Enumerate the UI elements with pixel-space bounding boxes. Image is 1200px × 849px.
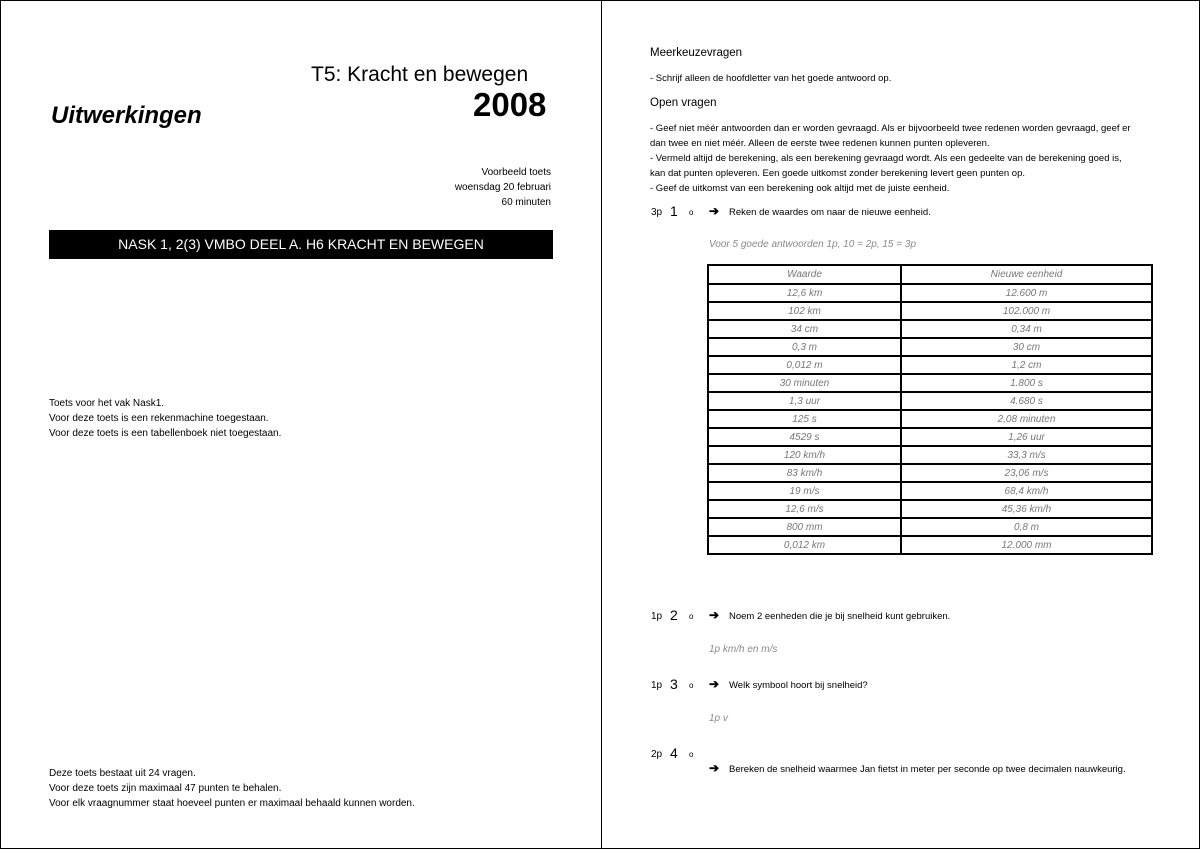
q2-arrow-icon: ➔: [709, 608, 720, 622]
conversion-table: [707, 264, 1153, 555]
table-row: [708, 374, 1152, 392]
table-cell: 0,8 m: [901, 518, 1152, 536]
q3-points: 1p: [651, 680, 663, 691]
test-title: T5: Kracht en bewegen: [311, 63, 529, 86]
table-row: [708, 446, 1152, 464]
instruction-line: kan dat punten opleveren. Een goede uitkomst zonder berekening levert geen punten op.: [650, 168, 1025, 179]
table-cell: 4529 s: [708, 428, 901, 446]
page-divider: [601, 1, 602, 848]
q2-text: Noem 2 eenheden die je bij snelheid kunt gebruiken.: [729, 611, 951, 622]
q2-number: 2: [670, 607, 678, 623]
q3-arrow-icon: ➔: [709, 677, 720, 691]
test-year: 2008: [473, 86, 547, 123]
table-cell: 1,2 cm: [901, 356, 1152, 374]
table-row: [708, 392, 1152, 410]
table-cell: 0,012 m: [708, 356, 901, 374]
table-cell: 1.800 s: [901, 374, 1152, 392]
page-heading: Uitwerkingen: [51, 102, 202, 129]
table-cell: 23,06 m/s: [901, 464, 1152, 482]
q1-points: 3p: [651, 207, 663, 218]
meta-date: woensdag 20 februari: [454, 182, 551, 193]
intro-line: Toets voor het vak Nask1.: [49, 398, 165, 409]
table-cell: 33,3 m/s: [901, 446, 1152, 464]
table-cell: 34 cm: [708, 320, 901, 338]
footer-line: Voor elk vraagnummer staat hoeveel punten er maximaal behaald kunnen worden.: [49, 798, 415, 809]
table-cell: 1,26 uur: [901, 428, 1152, 446]
q4-number: 4: [670, 745, 678, 761]
q4-text: Bereken de snelheid waarmee Jan fietst in meter per seconde op twee decimalen nauwkeurig.: [729, 764, 1126, 775]
table-cell: 45,36 km/h: [901, 500, 1152, 518]
q1-text: Reken de waardes om naar de nieuwe eenheid.: [729, 207, 931, 218]
footer-block: [49, 766, 415, 811]
footer-line: Voor deze toets zijn maximaal 47 punten te behalen.: [49, 783, 282, 794]
table-cell: 30 cm: [901, 338, 1152, 356]
intro-line: Voor deze toets is een rekenmachine toegestaan.: [49, 413, 269, 424]
q4-arrow-icon: ➔: [709, 761, 720, 775]
mc-instruction: - Schrijf alleen de hoofdletter van het goede antwoord op.: [650, 73, 892, 84]
table-cell: 12,6 km: [708, 284, 901, 302]
table-cell: 800 mm: [708, 518, 901, 536]
open-instructions: [650, 121, 1160, 196]
table-cell: 125 s: [708, 410, 901, 428]
table-cell: 0,3 m: [708, 338, 901, 356]
instruction-line: - Geef de uitkomst van een berekening ook altijd met de juiste eenheid.: [650, 183, 950, 194]
table-cell: 19 m/s: [708, 482, 901, 500]
q3-marker: o: [689, 681, 694, 690]
q1-arrow-icon: ➔: [709, 204, 720, 218]
table-row: [708, 302, 1152, 320]
table-cell: 4.680 s: [901, 392, 1152, 410]
footer-line: Deze toets bestaat uit 24 vragen.: [49, 768, 196, 779]
table-cell: 12,6 m/s: [708, 500, 901, 518]
table-row: [708, 284, 1152, 302]
meta-duration: 60 minuten: [501, 197, 551, 208]
table-cell: 0,012 km: [708, 536, 901, 554]
instruction-line: - Geef niet méér antwoorden dan er worden gevraagd. Als er bijvoorbeeld twee redenen worden gevraagd, geef er: [650, 123, 1131, 134]
table-cell: 83 km/h: [708, 464, 901, 482]
instruction-line: dan twee en niet méér. Alleen de eerste twee redenen kunnen punten opleveren.: [650, 138, 990, 149]
table-cell: 68,4 km/h: [901, 482, 1152, 500]
table-header-row: [708, 265, 1152, 284]
table-row: [708, 356, 1152, 374]
q1-scoring: Voor 5 goede antwoorden 1p, 10 = 2p, 15 = 3p: [709, 239, 917, 250]
table-cell: 1,3 uur: [708, 392, 901, 410]
q1-marker: o: [689, 208, 694, 217]
table-cell: 30 minuten: [708, 374, 901, 392]
table-cell: 102 km: [708, 302, 901, 320]
course-banner: NASK 1, 2(3) VMBO DEEL A. H6 KRACHT EN BEWEGEN: [49, 230, 553, 259]
table-row: [708, 500, 1152, 518]
table-row: [708, 338, 1152, 356]
table-row: [708, 464, 1152, 482]
q3-answer: 1p v: [709, 713, 728, 724]
table-cell: 12.600 m: [901, 284, 1152, 302]
table-row: [708, 320, 1152, 338]
table-cell: 2,08 minuten: [901, 410, 1152, 428]
open-heading: Open vragen: [650, 97, 717, 109]
table-cell: 120 km/h: [708, 446, 901, 464]
instruction-line: - Vermeld altijd de berekening, als een berekening gevraagd wordt. Als een gedeelte van de berekening goed is,: [650, 153, 1122, 164]
table-cell: 12.000 mm: [901, 536, 1152, 554]
meta-type: Voorbeeld toets: [481, 167, 551, 178]
intro-block: [49, 396, 281, 441]
column-header-new-unit: Nieuwe eenheid: [901, 265, 1152, 284]
q2-answer: 1p km/h en m/s: [709, 644, 778, 655]
intro-line: Voor deze toets is een tabellenboek niet toegestaan.: [49, 428, 282, 439]
q3-text: Welk symbool hoort bij snelheid?: [729, 680, 868, 691]
table-cell: 0,34 m: [901, 320, 1152, 338]
q1-number: 1: [670, 203, 678, 219]
table-row: [708, 536, 1152, 554]
table-cell: 102.000 m: [901, 302, 1152, 320]
column-header-value: Waarde: [708, 265, 901, 284]
table-row: [708, 482, 1152, 500]
table-row: [708, 518, 1152, 536]
table-row: [708, 428, 1152, 446]
q2-marker: o: [689, 612, 694, 621]
q3-number: 3: [670, 676, 678, 692]
q2-points: 1p: [651, 611, 663, 622]
table-row: [708, 410, 1152, 428]
mc-heading: Meerkeuzevragen: [650, 47, 743, 59]
q4-marker: o: [689, 750, 694, 759]
q4-points: 2p: [651, 749, 663, 760]
